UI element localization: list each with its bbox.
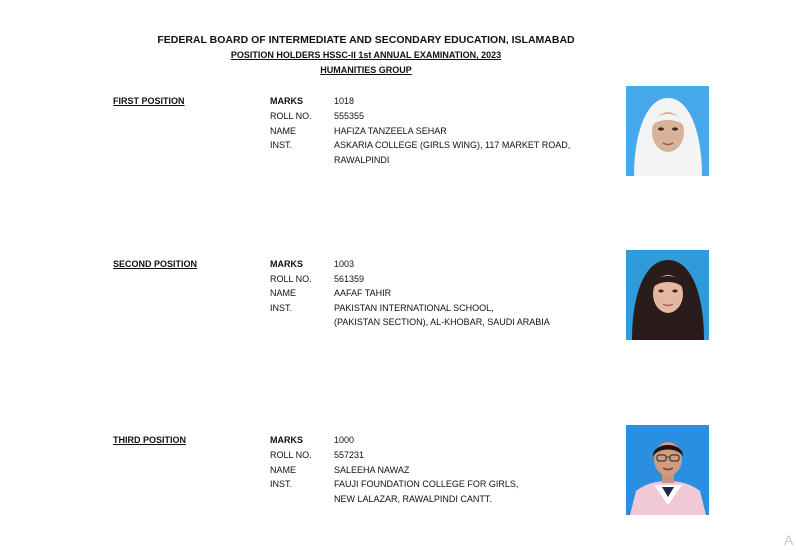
name-label: NAME (270, 126, 297, 136)
name-label: NAME (270, 465, 297, 475)
group-title: HUMANITIES GROUP (320, 65, 412, 75)
roll-label: ROLL NO. (270, 111, 312, 121)
position-title: FIRST POSITION (113, 96, 185, 106)
inst-value-line1: PAKISTAN INTERNATIONAL SCHOOL, (334, 303, 494, 313)
inst-label: INST. (270, 303, 293, 313)
marks-label: MARKS (270, 259, 303, 269)
roll-value: 561359 (334, 274, 365, 284)
name-value: AAFAF TAHIR (334, 288, 392, 298)
marks-label: MARKS (270, 435, 303, 445)
student-photo (626, 250, 709, 340)
marks-value: 1000 (334, 435, 355, 445)
student-photo (626, 86, 709, 176)
roll-value: 555355 (334, 111, 365, 121)
inst-value-line1: FAUJI FOUNDATION COLLEGE FOR GIRLS, (334, 479, 519, 489)
board-title: FEDERAL BOARD OF INTERMEDIATE AND SECONDARY EDUCATION, ISLAMABAD (157, 34, 575, 46)
inst-label: INST. (270, 140, 293, 150)
inst-value-line2: RAWALPINDI (334, 155, 390, 165)
marks-value: 1018 (334, 96, 355, 106)
inst-value-line2: (PAKISTAN SECTION), AL-KHOBAR, SAUDI ARABIA (334, 317, 550, 327)
position-title: SECOND POSITION (113, 259, 198, 269)
marks-value: 1003 (334, 259, 355, 269)
marks-label: MARKS (270, 96, 303, 106)
corner-mark: A (784, 532, 794, 548)
name-value: SALEEHA NAWAZ (334, 465, 410, 475)
inst-label: INST. (270, 479, 293, 489)
inst-value-line2: NEW LALAZAR, RAWALPINDI CANTT. (334, 494, 492, 504)
roll-label: ROLL NO. (270, 274, 312, 284)
inst-value-line1: ASKARIA COLLEGE (GIRLS WING), 117 MARKET ROAD, (334, 140, 571, 150)
roll-label: ROLL NO. (270, 450, 312, 460)
position-title: THIRD POSITION (113, 435, 187, 445)
name-label: NAME (270, 288, 297, 298)
exam-title: POSITION HOLDERS HSSC-II 1st ANNUAL EXAMINATION, 2023 (230, 50, 502, 60)
roll-value: 557231 (334, 450, 365, 460)
student-photo (626, 425, 709, 515)
name-value: HAFIZA TANZEELA SEHAR (334, 126, 447, 136)
